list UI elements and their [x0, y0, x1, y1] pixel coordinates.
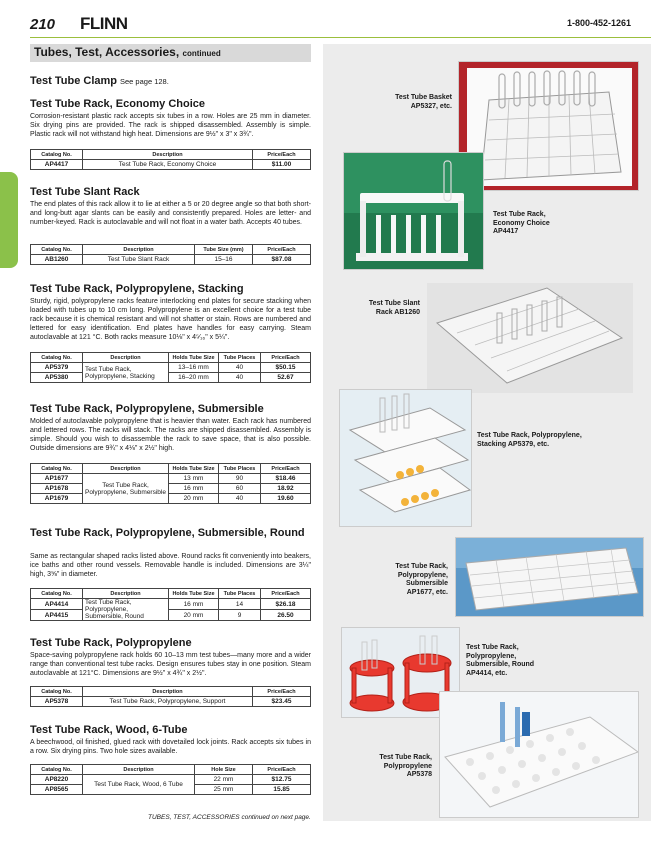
catalog-number: AP5380 — [31, 373, 83, 383]
description-cell: Test Tube Rack, Economy Choice — [83, 160, 253, 170]
price-cell: $18.46 — [261, 474, 311, 484]
col-header: Tube Size (mm) — [195, 245, 253, 255]
col-header: Description — [83, 150, 253, 160]
table-header-row — [31, 464, 311, 474]
header-divider — [30, 37, 651, 38]
col-header: Catalog No. — [31, 687, 83, 697]
tube-places-cell: 14 — [219, 599, 261, 610]
price-cell: $12.75 — [253, 775, 311, 785]
stacking-caption: Test Tube Rack, Polypropylene, Stacking AP5379, etc. — [477, 432, 582, 448]
polyprop-caption: Test Tube Rack, Polypropylene AP5378 — [379, 754, 432, 778]
price-cell: 18.92 — [261, 484, 311, 494]
table-header-row — [31, 150, 311, 160]
table-row — [31, 363, 311, 373]
tube-size-cell: 15–16 — [195, 255, 253, 265]
price-cell: $26.18 — [261, 599, 311, 610]
tube-places-cell: 60 — [219, 484, 261, 494]
round-caption: Test Tube Rack, Polypropylene, Submersible, Round AP4414, etc. — [466, 644, 535, 677]
wood-description: A beechwood, oil finished, glued rack with dovetailed lock joints. Rack accepts six tubes in a row. Six drying pins. Two hole sizes available. — [30, 739, 311, 755]
economy-table — [30, 149, 311, 170]
col-header: Catalog No. — [31, 353, 83, 363]
submersible-table — [30, 463, 311, 504]
table-row — [31, 494, 311, 504]
section-tab — [0, 172, 18, 268]
stacking-description: Sturdy, rigid, polypropylene racks feature interlocking end plates for secure stacking when loaded with tubes up to 10 cm long. Polypropylene is an excellent choice for a test tube rack because it is chemical resistant and will not shatter or stain. Rows are numbered and lettered for easy identification. End plates have handles for easy carrying. Steam autoclavable at 121 °C. Both racks measure 10⅛" x 4⁵⁄₁₆" x 5¼". — [30, 298, 311, 341]
col-header: Price/Each — [261, 464, 311, 474]
basket-caption: Test Tube Basket AP5327, etc. — [395, 94, 452, 110]
col-header: Description — [83, 353, 169, 363]
catalog-number: AP5379 — [31, 363, 83, 373]
polyprop-table — [30, 686, 311, 707]
col-header: Description — [83, 245, 195, 255]
slant-description: The end plates of this rack allow it to lie at either a 5 or 20 degree angle so that both short- and long-butt agar slants can be easily and consistently prepared. Holes are letter- and number-keyed. Rack is autoclavable and will not float in a water bath. Accepts 40 tubes. — [30, 201, 311, 226]
catalog-number: AP1677 — [31, 474, 83, 484]
stacking-title: Test Tube Rack, Polypropylene, Stacking — [30, 283, 244, 295]
catalog-number: AP4414 — [31, 599, 83, 610]
description-cell: Test Tube Slant Rack — [83, 255, 195, 265]
table-row — [31, 775, 311, 785]
slant-caption: Test Tube Slant Rack AB1260 — [368, 300, 420, 316]
tube-places-cell: 90 — [219, 474, 261, 484]
tube-size-cell: 13 mm — [169, 474, 219, 484]
table-header-row — [31, 765, 311, 775]
table-row — [31, 697, 311, 707]
tube-places-cell: 40 — [219, 494, 261, 504]
col-header: Price/Each — [253, 687, 311, 697]
section-title-text: Tubes, Test, Accessories, — [34, 45, 180, 59]
col-header: Tube Places — [219, 464, 261, 474]
tube-size-cell: 20 mm — [169, 494, 219, 504]
clamp-title: Test Tube Clamp — [30, 75, 117, 87]
description-cell: Test Tube Rack, Polypropylene, Submersible — [83, 474, 169, 504]
tube-places-cell: 40 — [219, 373, 261, 383]
section-subtitle: continued — [182, 49, 221, 58]
page-number: 210 — [30, 16, 56, 33]
col-header: Price/Each — [261, 589, 311, 599]
submersible-photo — [455, 537, 644, 617]
tube-size-cell: 13–16 mm — [169, 363, 219, 373]
polyprop-photo — [439, 691, 639, 818]
description-cell: Test Tube Rack, Polypropylene, Support — [83, 697, 253, 707]
price-cell: 19.60 — [261, 494, 311, 504]
page-header — [30, 14, 631, 36]
catalog-number: AP8565 — [31, 785, 83, 795]
price-cell: $50.15 — [261, 363, 311, 373]
col-header: Price/Each — [253, 150, 311, 160]
round-title: Test Tube Rack, Polypropylene, Submersible, Round — [30, 527, 305, 539]
catalog-number: AP4415 — [31, 610, 83, 621]
tube-places-cell: 9 — [219, 610, 261, 621]
submersible-caption: Test Tube Rack, Polypropylene, Submersible AP1677, etc. — [395, 563, 448, 596]
price-cell: 15.85 — [253, 785, 311, 795]
price-cell: 52.67 — [261, 373, 311, 383]
polyprop-title: Test Tube Rack, Polypropylene — [30, 637, 192, 649]
catalog-number: AP1679 — [31, 494, 83, 504]
table-row — [31, 474, 311, 484]
tube-size-cell: 16 mm — [169, 484, 219, 494]
catalog-number: AP5378 — [31, 697, 83, 707]
footer-note — [148, 814, 311, 821]
tube-size-cell: 20 mm — [169, 610, 219, 621]
table-header-row — [31, 245, 311, 255]
slant-title: Test Tube Slant Rack — [30, 186, 140, 198]
stacking-table — [30, 352, 311, 383]
price-cell: $23.45 — [253, 697, 311, 707]
table-row — [31, 373, 311, 383]
col-header: Holds Tube Size — [169, 464, 219, 474]
round-description: Same as rectangular shaped racks listed above. Round racks fit conveniently into beakers, ice baths and other round vessels. Removable handle is included. Dimensions are 3¼" high, 3⅝" in diameter. — [30, 553, 311, 578]
section-title — [34, 45, 221, 59]
col-header: Holds Tube Size — [169, 589, 219, 599]
section-header — [30, 44, 311, 62]
slant-photo — [427, 283, 633, 393]
description-cell: Test Tube Rack, Polypropylene, Submersible, Round — [83, 599, 169, 621]
col-header: Description — [83, 687, 253, 697]
table-row — [31, 255, 311, 265]
brand-logo: FLINN — [80, 14, 128, 33]
catalog-number: AP1678 — [31, 484, 83, 494]
submersible-title: Test Tube Rack, Polypropylene, Submersible — [30, 403, 264, 415]
col-header: Tube Places — [219, 353, 261, 363]
table-row — [31, 610, 311, 621]
col-header: Catalog No. — [31, 150, 83, 160]
economy-caption: Test Tube Rack, Economy Choice AP4417 — [493, 211, 550, 235]
col-header: Tube Places — [219, 589, 261, 599]
price-cell: 26.50 — [261, 610, 311, 621]
col-header: Catalog No. — [31, 589, 83, 599]
col-header: Description — [83, 765, 195, 775]
col-header: Price/Each — [261, 353, 311, 363]
economy-photo — [343, 152, 484, 270]
footer-lead: TUBES, TEST, ACCESSORIES — [148, 814, 240, 821]
table-header-row — [31, 353, 311, 363]
economy-title: Test Tube Rack, Economy Choice — [30, 98, 206, 110]
description-cell: Test Tube Rack, Polypropylene, Stacking — [83, 363, 169, 383]
col-header: Description — [83, 589, 169, 599]
table-row — [31, 599, 311, 610]
wood-table — [30, 764, 311, 795]
round-table — [30, 588, 311, 621]
clamp-see-ref: See page 128. — [120, 77, 169, 86]
price-cell: $87.08 — [253, 255, 311, 265]
col-header: Hole Size — [195, 765, 253, 775]
col-header: Catalog No. — [31, 765, 83, 775]
table-header-row — [31, 687, 311, 697]
price-cell: $11.00 — [253, 160, 311, 170]
col-header: Holds Tube Size — [169, 353, 219, 363]
catalog-number: AP4417 — [31, 160, 83, 170]
col-header: Catalog No. — [31, 464, 83, 474]
col-header: Price/Each — [253, 765, 311, 775]
col-header: Price/Each — [253, 245, 311, 255]
table-row — [31, 484, 311, 494]
col-header: Catalog No. — [31, 245, 83, 255]
tube-size-cell: 16–20 mm — [169, 373, 219, 383]
wood-title: Test Tube Rack, Wood, 6-Tube — [30, 724, 188, 736]
polyprop-description: Space-saving polypropylene rack holds 60 10–13 mm test tubes—many more and a wider range than conventional test tube racks. Design ensures tubes stay in one position. Steam autoclavable at 121°C. Dimensions are 9½" x 4¾" x 2½". — [30, 652, 311, 677]
economy-description: Corrosion-resistant plastic rack accepts six tubes in a row. Holes are 25 mm in diameter. Six drying pins are provided. The rack is shipped disassembled. Assembly is simple. Plastic rack will not withstand high heat. Dimensions are 9½" x 3" x 3¾". — [30, 113, 311, 138]
catalog-number: AB1260 — [31, 255, 83, 265]
tube-size-cell: 16 mm — [169, 599, 219, 610]
clamp-heading — [30, 75, 311, 87]
hole-size-cell: 25 mm — [195, 785, 253, 795]
footer-rest: continued on next page. — [241, 814, 311, 821]
submersible-description: Molded of autoclavable polypropylene that is heavier than water. Each rack has numbered and lettered rows. The racks will stack. The racks are shipped disassembled. Assembly is simple. Should you wish to disassemble the rack to save space, that is also possible. Outside dimensions are 9¾" x 4⅛" x 2½" high. — [30, 418, 311, 452]
stacking-photo — [339, 389, 472, 527]
basket-photo — [458, 61, 639, 191]
catalog-number: AP8220 — [31, 775, 83, 785]
tube-places-cell: 40 — [219, 363, 261, 373]
table-row — [31, 160, 311, 170]
description-cell: Test Tube Rack, Wood, 6 Tube — [83, 775, 195, 795]
phone-number: 1-800-452-1261 — [566, 18, 631, 28]
hole-size-cell: 22 mm — [195, 775, 253, 785]
slant-table — [30, 244, 311, 265]
table-header-row — [31, 589, 311, 599]
col-header: Description — [83, 464, 169, 474]
